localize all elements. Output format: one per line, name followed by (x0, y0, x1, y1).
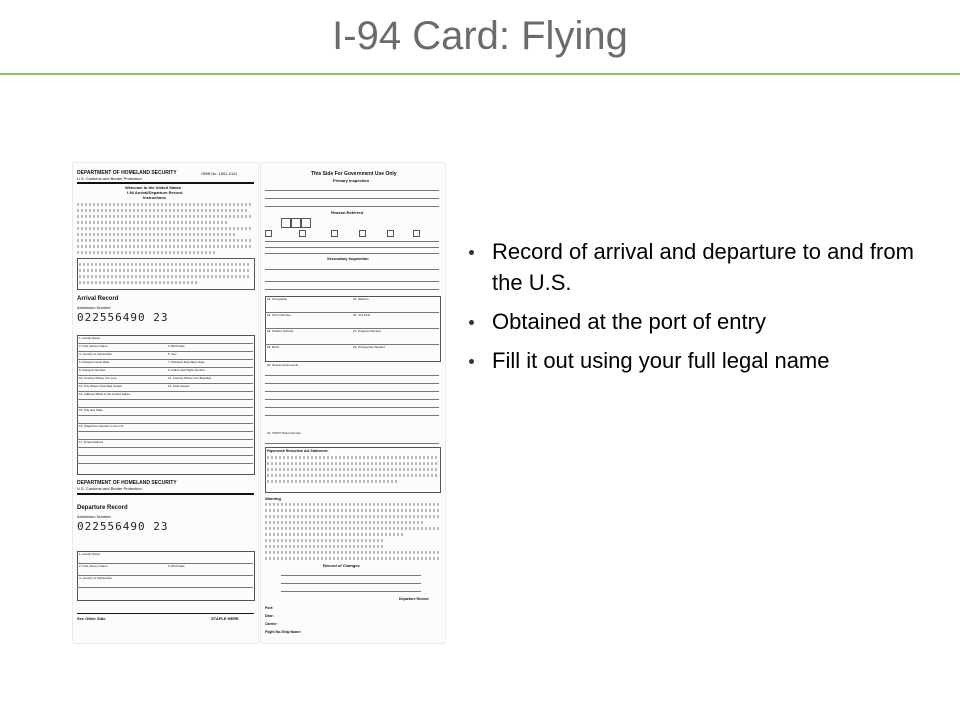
form-agency: DEPARTMENT OF HOMELAND SECURITY (77, 170, 177, 176)
grid-line (77, 587, 253, 588)
form-line (265, 415, 439, 416)
field-label: 3. Birth Date (168, 564, 185, 568)
grid-line (77, 463, 253, 464)
field-label: 13. Date Issued (168, 384, 190, 388)
gov-use-header: This Side For Government Use Only (311, 171, 397, 177)
footer-right: STAPLE HERE (211, 616, 239, 621)
field-label: 14. Address While in the United States (79, 392, 131, 396)
admission-number-label-2: Admission Number (77, 514, 111, 519)
privacy-text-line (79, 269, 249, 272)
i94-form-image (73, 163, 445, 643)
field-label: 1. Family Name (79, 552, 101, 556)
checkbox (413, 230, 420, 237)
paperwork-text-line (267, 468, 437, 471)
paperwork-text-line (267, 456, 437, 459)
warning-text-line (265, 533, 405, 536)
slide-title: I-94 Card: Flying (332, 14, 628, 58)
paperwork-text-line (267, 474, 437, 477)
field-label: 11. Country Where You Boarded (168, 376, 211, 380)
warning-text-line (265, 509, 439, 512)
admission-number: 022556490 23 (77, 311, 169, 324)
field-label: 8. Passport Number (79, 368, 106, 372)
form-line (265, 269, 439, 270)
grid-line (265, 312, 439, 313)
form-line (265, 190, 439, 191)
instructions-text-line (77, 215, 253, 218)
checkbox (301, 218, 311, 228)
departure-header-rule (77, 493, 254, 495)
paperwork-text-line (267, 462, 437, 465)
field-label: 16. Telephone Number in the U.S. (79, 424, 125, 428)
form-omb: OMB No. 1651-0111 (201, 171, 238, 176)
privacy-text-line (79, 275, 249, 278)
field-label: 6. Passport Issue Date (79, 360, 110, 364)
field-label: 23. Waivers (353, 297, 369, 301)
form-line (265, 206, 439, 207)
warning-text-line (265, 545, 385, 548)
form-welcome: Welcome to the United States (125, 185, 182, 190)
bullet-dot-icon (469, 359, 474, 364)
secondary-inspection: Secondary Inspection (327, 256, 369, 261)
checkbox (387, 230, 394, 237)
field-label: 10. Country Where You Live (79, 376, 117, 380)
checkbox (291, 218, 301, 228)
checkbox (281, 218, 291, 228)
field-label: 9. Airline and Flight Number (168, 368, 206, 372)
form-line (265, 289, 439, 290)
footer-rule (77, 613, 254, 614)
bottom-field: Date: (265, 614, 274, 618)
form-line (265, 253, 439, 254)
form-line (265, 399, 439, 400)
field-label: 12. City Where Visa Was Issued (79, 384, 122, 388)
arrival-record-heading: Arrival Record (77, 296, 119, 302)
bullet-dot-icon (469, 320, 474, 325)
paperwork-text-line (267, 480, 397, 483)
admission-number-label: Admission Number (77, 305, 111, 310)
bullet-list (466, 236, 946, 384)
field-label: 4. Country of Citizenship (79, 352, 112, 356)
form-agency-sub-2: U.S. Customs and Border Protection (77, 486, 142, 491)
field-label: 2. First (Given) Name (79, 344, 108, 348)
warning-text-line (265, 539, 385, 542)
form-line (265, 383, 439, 384)
instructions-text-line (77, 221, 227, 224)
field-label: 30. Itinerary/Comments (267, 363, 299, 367)
privacy-text-line (79, 281, 199, 284)
departure-record-heading: Departure Record (77, 505, 128, 511)
instructions-text-line (77, 251, 217, 254)
reason-referred: Reason Referred (331, 210, 364, 215)
form-agency-sub: U.S. Customs and Border Protection (77, 176, 142, 181)
form-line (265, 375, 439, 376)
paperwork-title: Paperwork Reduction Act Statement: (267, 449, 329, 453)
checkbox (265, 230, 272, 237)
instructions-text-line (77, 239, 253, 242)
warning-text-line (265, 551, 439, 554)
warning-label: Warning (265, 496, 281, 501)
arrival-fields-grid (77, 335, 255, 475)
field-label: 7. Passport Expiration Date (168, 360, 205, 364)
grid-line (77, 447, 253, 448)
primary-inspection: Primary Inspection (333, 178, 370, 183)
field-label: 3. Birth Date (168, 344, 185, 348)
footer-left: See Other Side (77, 616, 106, 621)
form-agency-2: DEPARTMENT OF HOMELAND SECURITY (77, 480, 177, 486)
privacy-text-line (79, 263, 249, 266)
form-line (281, 591, 421, 592)
bullet-item (466, 306, 946, 337)
field-label: 24. CIS A Number (267, 313, 292, 317)
record-of-changes: Record of Changes (323, 563, 360, 568)
warning-text-line (265, 527, 439, 530)
form-line (281, 575, 421, 576)
bullet-text: Record of arrival and departure to and from the U.S. (492, 239, 914, 295)
form-front-panel (73, 163, 258, 643)
form-line (281, 583, 421, 584)
field-label: 5. Sex (168, 352, 177, 356)
form-line (265, 247, 439, 248)
warning-text-line (265, 515, 439, 518)
warning-text-line (265, 503, 439, 506)
field-label: 25. CIS FCO (353, 313, 371, 317)
bottom-field: Carrier: (265, 622, 278, 626)
bullet-text: Obtained at the port of entry (492, 309, 766, 334)
form-line (265, 391, 439, 392)
grid-line (77, 439, 253, 440)
field-label: 28. Bond (267, 345, 280, 349)
checkbox (299, 230, 306, 237)
grid-line (77, 455, 253, 456)
twov-label: 31. TWOV Ticket Number (267, 431, 302, 435)
field-label: 27. Program Number (353, 329, 382, 333)
instructions-text-line (77, 245, 253, 248)
field-label: 22. Occupation (267, 297, 288, 301)
field-label: 29. Prospective Student (353, 345, 385, 349)
bullet-item (466, 236, 946, 298)
form-line (265, 241, 439, 242)
form-header-rule (77, 182, 254, 184)
grid-line (77, 407, 253, 408)
field-label: 2. First (Given) Name (79, 564, 108, 568)
checkbox (331, 230, 338, 237)
form-line (265, 198, 439, 199)
admission-number-2: 022556490 23 (77, 520, 169, 533)
instructions-text-line (77, 209, 247, 212)
field-label: 4. Country of Citizenship (79, 576, 112, 580)
form-line (265, 407, 439, 408)
field-label: 15. City and State (79, 408, 103, 412)
grid-line (77, 399, 253, 400)
bottom-field: Port: (265, 606, 274, 610)
field-label: 26. Petition Number (267, 329, 294, 333)
form-back-panel (261, 163, 445, 643)
instructions-text-line (77, 233, 237, 236)
instructions-text-line (77, 227, 253, 230)
bullet-dot-icon (469, 250, 474, 255)
checkbox (359, 230, 366, 237)
form-line (265, 281, 439, 282)
grid-line (265, 344, 439, 345)
grid-line (77, 415, 253, 416)
field-label: 17. Email Address (79, 440, 104, 444)
form-name: I-94 Arrival/Departure Record (127, 190, 183, 195)
bullet-item (466, 345, 946, 376)
bullet-text: Fill it out using your full legal name (492, 348, 830, 373)
bottom-field: Flight No./Ship Name: (265, 630, 302, 634)
departure-record-label: Departure Record (399, 597, 429, 601)
warning-text-line (265, 557, 439, 560)
form-line (265, 443, 439, 444)
form-instructions-heading: Instructions (143, 195, 166, 200)
field-label: 1. Family Name (79, 336, 101, 340)
title-divider (0, 73, 960, 75)
warning-text-line (265, 521, 425, 524)
instructions-text-line (77, 203, 253, 206)
grid-line (77, 431, 253, 432)
